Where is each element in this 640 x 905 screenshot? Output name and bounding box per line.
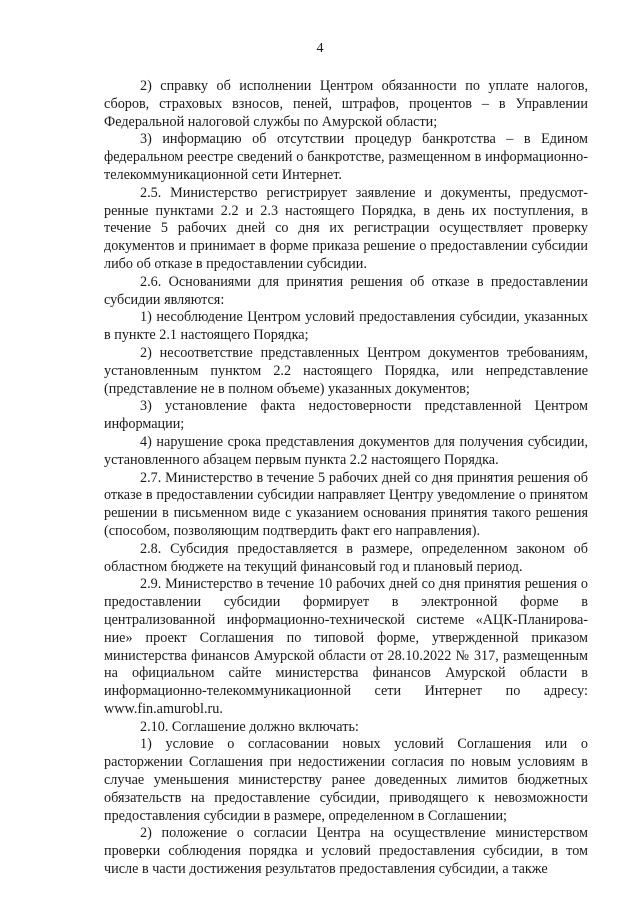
paragraph: 2.5. Министерство регистрирует заявление и документы, предусмот-ренные пунктами 2.2 и 2.3 настоящего Порядка, в день их поступления, в течение 5 рабочих дней со дня их регистрации осуществляет проверку документов и принимает в форме приказа решение о предоставлении субсидии либо об отказе в предоставлении субсидии. <box>104 184 588 272</box>
paragraph: 2) несоответствие представленных Центром документов требованиям, установленным пунктом 2.2 настоящего Порядка, или непредставление (представление не в полном объеме) указанных документов; <box>104 344 588 397</box>
paragraph: 2) положение о согласии Центра на осуществление министерством проверки соблюдения порядка и условий предоставления субсидии, в том числе в части достижения результатов предоставления субсидии, а также <box>104 825 588 878</box>
paragraph: 2) справку об исполнении Центром обязанности по уплате налогов, сборов, страховых взносов, пеней, штрафов, процентов – в Управлении Федеральной налоговой службы по Амурской области; <box>104 78 588 130</box>
document-body <box>104 78 588 879</box>
paragraph: 2.9. Министерство в течение 10 рабочих дней со дня принятия решения о предоставлении субсидии формирует в электронной форме в централизованной информационно-технической системе «АЦК-Планирова-ние» проект Соглашения по типовой форме, утвержденной приказом министерства финансов Амурской области от 28.10.2022 № 317, размещенным на официальном сайте министерства финансов Амурской области в информационно-телекоммуникационной сети Интернет по адресу: www.fin.amurobl.ru. <box>104 576 588 717</box>
paragraph: 1) условие о согласовании новых условий Соглашения или о расторжении Соглашения при недостижении согласия по новым условиям в случае уменьшения министерству ранее доведенных лимитов бюджетных обязательств на предоставление субсидии, приводящего к невозможности предоставления субсидии в размере, определенном в Соглашении; <box>104 736 588 824</box>
paragraph: 2.8. Субсидия предоставляется в размере, определенном законом об областном бюджете на текущий финансовый год и плановый период. <box>104 540 588 575</box>
paragraph: 3) установление факта недостоверности представленной Центром информации; <box>104 398 588 433</box>
page-number: 4 <box>316 41 324 56</box>
paragraph: 3) информацию об отсутствии процедур банкротства – в Едином федеральном реестре сведений о банкротстве, размещенном в информационно-телекоммуникационной сети Интернет. <box>104 131 588 183</box>
paragraph: 1) несоблюдение Центром условий предоставления субсидии, указанных в пункте 2.1 настоящего Порядка; <box>104 309 588 344</box>
paragraph: 2.10. Соглашение должно включать: <box>140 718 359 735</box>
paragraph: 4) нарушение срока представления документов для получения субсидии, установленного абзацем первым пункта 2.2 настоящего Порядка. <box>104 433 588 468</box>
paragraph: 2.7. Министерство в течение 5 рабочих дней со дня принятия решения об отказе в предоставлении субсидии направляет Центру уведомление о принятом решении в письменном виде с указанием основания принятия такого решения (способом, позволяющим подтвердить факт его направления). <box>104 469 588 539</box>
paragraph: 2.6. Основаниями для принятия решения об отказе в предоставлении субсидии являются: <box>104 273 588 308</box>
